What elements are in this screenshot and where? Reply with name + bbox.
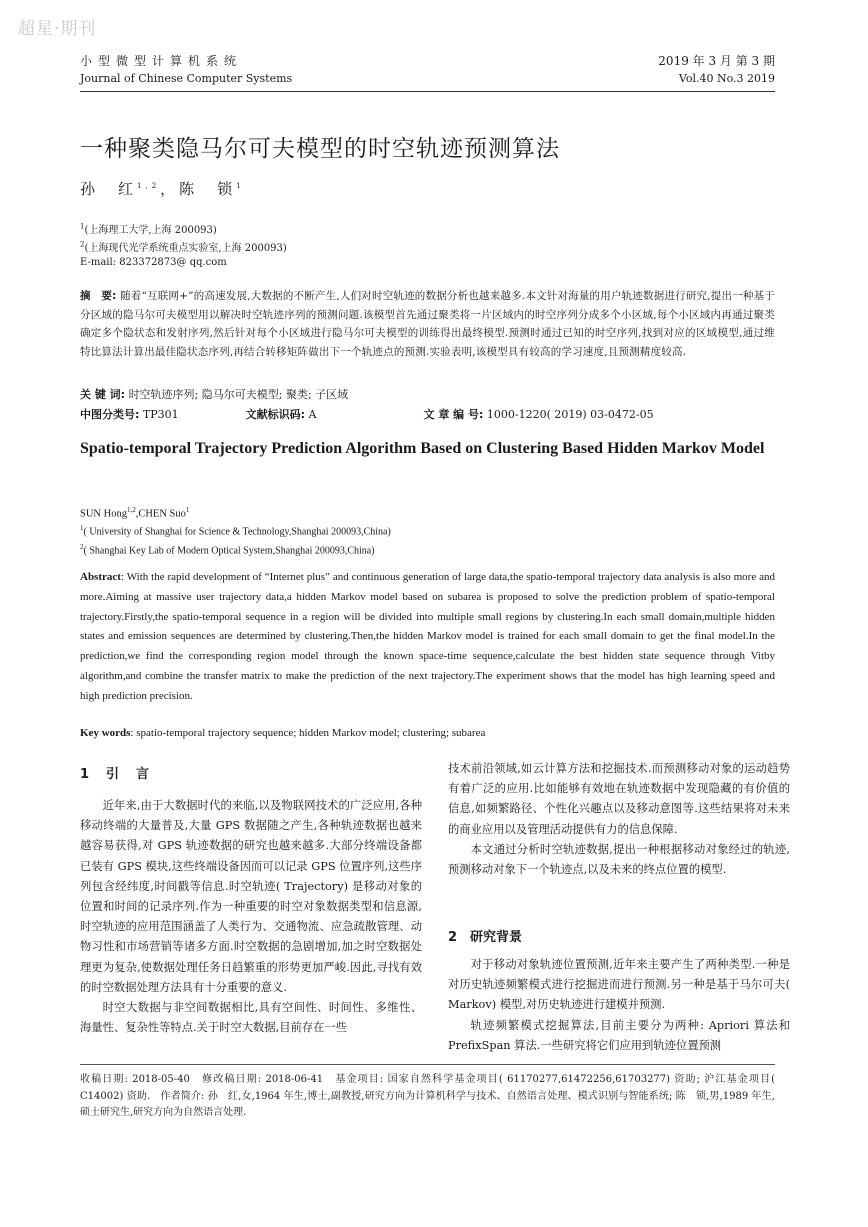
section-2-heading: 2 研究背景 <box>448 930 523 945</box>
section-1-body <box>80 790 422 1038</box>
affiliation-1-text: (上海理工大学,上海 200093) <box>84 225 217 236</box>
keywords-cn-text: 时空轨迹序列; 隐马尔可夫模型; 聚类; 子区域 <box>128 388 349 401</box>
footnote: 收稿日期: 2018-05-40 修改稿日期: 2018-06-41 基金项目: 国家自然科学基金项目( 61170277,61472256,61703277) 资助; 沪江基金项目( C14002) 资助. 作者简介: 孙 红,女,1964 年生,博士,副教授,研究方向为计算机科学与技术、自然语言处理、模式识别与智能系统; 陈 锁,男,1989 年生,硕士研究生,研究方向为自然语言处理. <box>80 1074 775 1118</box>
affiliation-en-2 <box>80 543 375 556</box>
clc-value: TP301 <box>142 408 179 421</box>
keywords-en-label: Key words <box>80 727 131 739</box>
abstract-en-text: : With the rapid development of “Internet plus” and continuous generation of large data,the spatio-temporal trajectory data analysis is also more and more.Aiming at massive user trajectory data,a hidden Markov model based on subarea is proposed to solve the prediction problem of spatio-temporal trajectory.Firstly,the spatio-temporal sequence in a region will be divided into multiple small regions by clustering.In each small domain,multiple hidden states and emission sequences are determined by clustering.Then,the hidden Markov model is trained for each small domain to get the final model.In the prediction,we find the corresponding region model through the known space-time sequence,calculate the best hidden state sequence through Vitby algorithm,and combine the transfer matrix to make the prediction of the next trajectory.The experiment shows that the model has high learning speed and high prediction precision. <box>80 571 775 702</box>
affiliation-2-sup: 2 <box>80 240 85 249</box>
paragraph: 近年来,由于大数据时代的来临,以及物联网技术的广泛应用,各种移动终端的大量普及,大量 GPS 数据随之产生,各种轨迹数据也越来越容易获得,对 GPS 轨迹数据的研究也越来越多.大部分终端设备都已装有 GPS 模块,这些终端设备因而可以记录 GPS 位置序列,这些序列包含经纬度,时间戳等信息.时空轨迹( Trajectory) 是移动对象的位置和时间的记录序列.作为一种重要的时空对象数据类型和信息源,时空轨迹的应用范围涵盖了人类行为、交通物流、应急疏散管理、动物习性和市场营销等诸多方面.时空数据的急剧增加,加之时空数据处理更为复杂,使数据处理任务日趋繁重的形势更加严峻.因此,寻找有效的时空数据处理方法具有十分重要的意义. <box>80 799 422 994</box>
affiliation-2-text: (上海现代光学系统重点实验室,上海 200093) <box>84 243 287 254</box>
issue-en: Vol.40 No.3 2019 <box>678 72 775 85</box>
keywords-en-text: : spatio-temporal trajectory sequence; hidden Markov model; clustering; subarea <box>130 727 486 739</box>
article-no-label: 文 章 编 号: <box>423 408 484 421</box>
keywords-en <box>80 727 485 739</box>
paper-title-cn: 一种聚类隐马尔可夫模型的时空轨迹预测算法 <box>80 136 560 162</box>
affiliation-en-1 <box>80 524 391 537</box>
email: E-mail: 823372873@ qq.com <box>80 257 227 268</box>
abstract-cn-label: 摘 要: <box>80 290 117 302</box>
paragraph: 时空大数据与非空间数据相比,具有空间性、时间性、多维性、海量性、复杂性等特点.关于时空大数据,目前存在一些 <box>80 1001 422 1035</box>
footnote-rule <box>80 1064 775 1065</box>
article-no-value: 1000-1220( 2019) 03-0472-05 <box>486 408 654 421</box>
author-1-en: SUN Hong <box>80 508 127 520</box>
keywords-cn <box>80 386 348 402</box>
section-1-heading: 1 引 言 <box>80 767 152 782</box>
doc-code-label: 文献标识码: <box>245 408 306 421</box>
abstract-cn-text: 随着“互联网+”的高速发展,大数据的不断产生,人们对时空轨迹的数据分析也越来越多.本文针对海量的用户轨迹数据进行研究,提出一种基于分区域的隐马尔可夫模型用以解决时空轨迹序列的预测问题.该模型首先通过聚类将一片区域内的时空序列分成多个小区域,每个小区域内再通过聚类确定多个隐状态和发射序列,然后针对每个小区域进行隐马尔可夫模型的训练得出最终模型.预测时通过已知的时空序列,找到对应的区域模型,通过维特比算法计算出最佳隐状态序列,再结合转移矩阵做出下一个轨迹点的预测.实验表明,该模型具有较高的学习速度,且预测精度较高. <box>80 290 776 358</box>
issue-cn: 2019 年 3 月 第 3 期 <box>658 54 775 68</box>
abstract-en-label: Abstract <box>80 571 121 583</box>
authors-en <box>80 506 189 520</box>
right-column-body <box>448 759 790 880</box>
classification-row <box>80 406 775 422</box>
author-2-en: CHEN Suo <box>138 508 186 520</box>
author-sep: ， <box>160 180 180 198</box>
header-rule <box>80 91 775 92</box>
affiliation-en-2-sup: 2 <box>80 543 84 551</box>
paper-title-en: Spatio-temporal Trajectory Prediction Algorithm Based on Clustering Based Hidden Markov Model <box>80 440 765 457</box>
doc-code-value: A <box>308 408 317 421</box>
author-1-en-sup: 1,2 <box>126 506 136 514</box>
author-1-sup: 1,2 <box>137 182 161 190</box>
author-2-sup: 1 <box>236 182 245 190</box>
journal-name-cn: 小型微型计算机系统 <box>80 54 243 68</box>
author-2: 陈 锁 <box>179 180 237 198</box>
affiliation-2 <box>80 239 287 254</box>
author-1: 孙 红 <box>80 180 138 198</box>
author-2-en-sup: 1 <box>185 506 190 514</box>
clc-label: 中图分类号: <box>80 408 140 421</box>
affiliation-en-1-sup: 1 <box>80 524 84 532</box>
journal-name-en: Journal of Chinese Computer Systems <box>80 72 293 85</box>
affiliation-1-sup: 1 <box>80 222 85 231</box>
section-2-body <box>448 955 790 1056</box>
abstract-en <box>80 568 775 707</box>
abstract-cn <box>80 287 775 361</box>
affiliation-1 <box>80 221 217 236</box>
paragraph: 对于移动对象轨迹位置预测,近年来主要产生了两种类型.一种是对历史轨迹频繁模式进行挖掘进而进行预测.另一种是基于马尔可夫( Markov) 模型,对历史轨迹进行建模并预测. <box>448 958 790 1012</box>
paragraph: 技术前沿领域,如云计算方法和挖掘技术.而预测移动对象的运动趋势有着广泛的应用.比如能够有效地在轨迹数据中发现隐藏的有价值的信息,如频繁路径、个性化兴趣点以及移动意图等.这些结果将对未来的商业应用以及管理活动提供有力的信息保障. <box>448 762 790 836</box>
paragraph: 轨迹频繁模式挖掘算法,目前主要分为两种: Apriori 算法和 PrefixSpan 算法.一些研究将它们应用到轨迹位置预测 <box>448 1018 790 1052</box>
affiliation-en-2-text: ( Shanghai Key Lab of Modern Optical System,Shanghai 200093,China) <box>83 545 375 557</box>
affiliation-en-1-text: ( University of Shanghai for Science & Technology,Shanghai 200093,China) <box>83 526 391 538</box>
author-en-sep: , <box>135 508 139 520</box>
watermark: 超星·期刊 <box>18 19 97 39</box>
keywords-cn-label: 关 键 词: <box>80 388 126 401</box>
paragraph: 本文通过分析时空轨迹数据,提出一种根据移动对象经过的轨迹,预测移动对象下一个轨迹点,以及未来的终点位置的模型. <box>448 842 790 877</box>
authors-cn <box>80 178 245 199</box>
